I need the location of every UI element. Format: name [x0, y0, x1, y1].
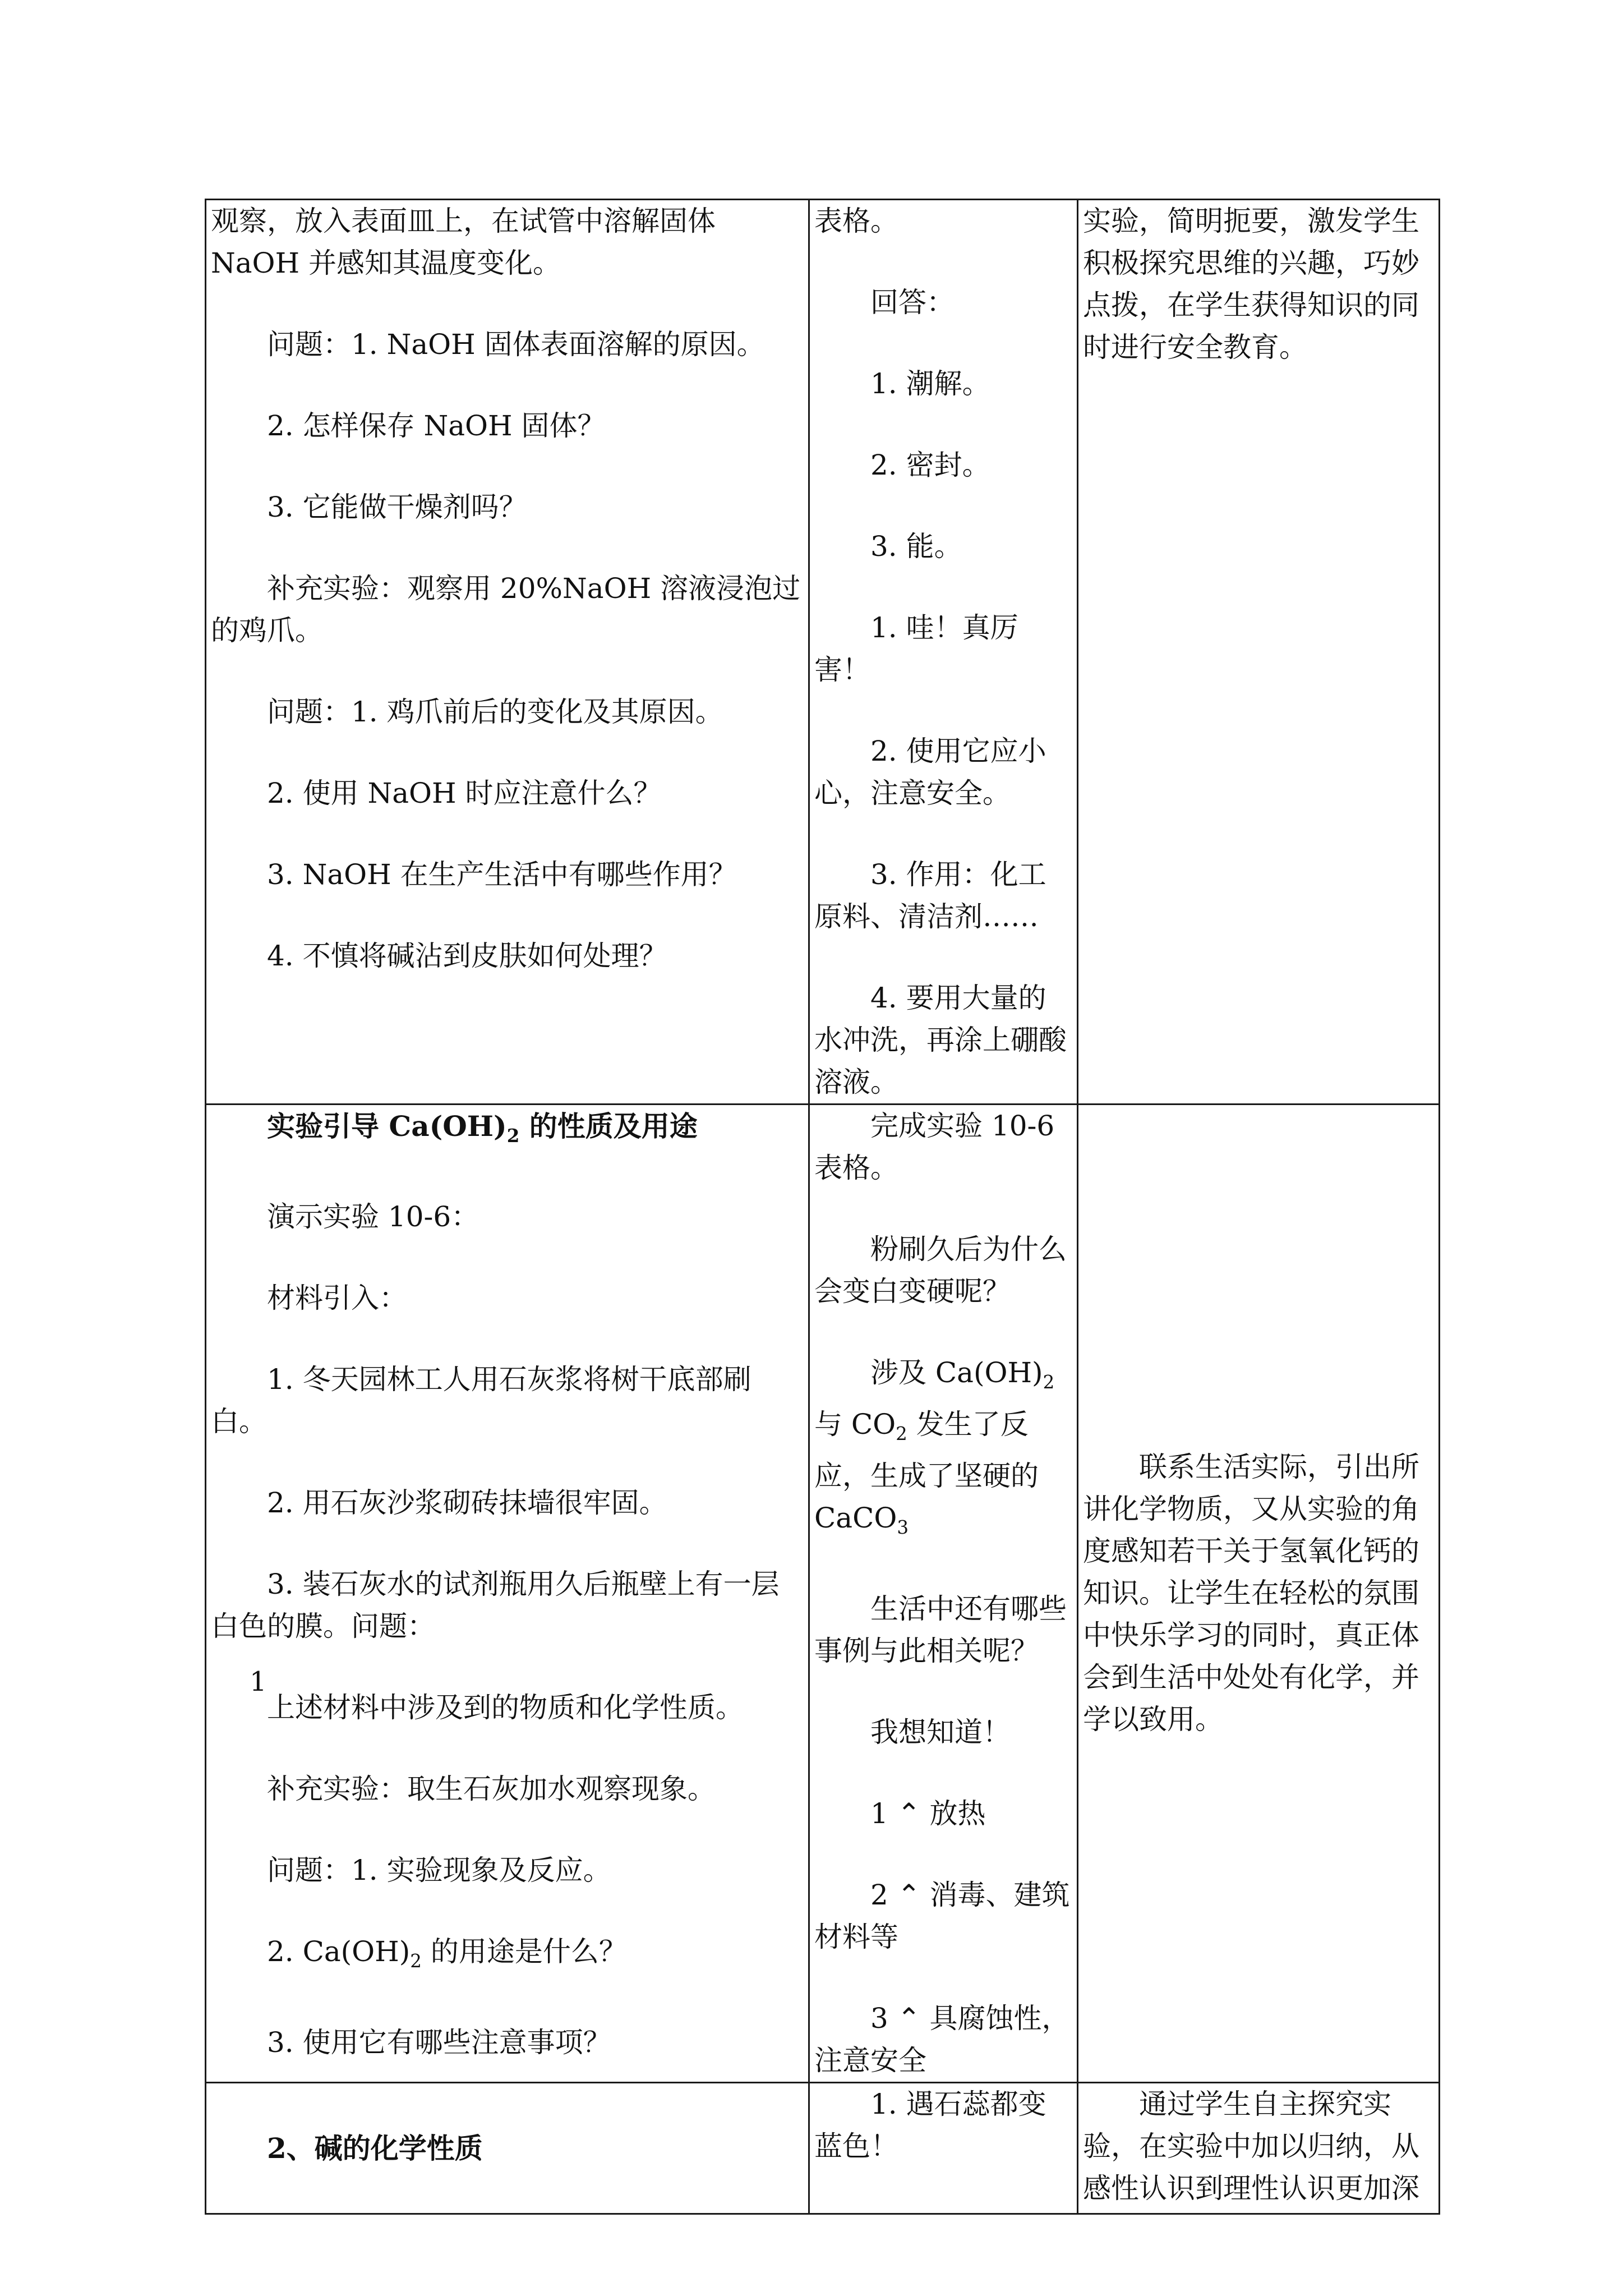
paragraph: 3. 作用：化工原料、清洁剂……	[814, 858, 1046, 933]
table-row	[206, 1105, 1440, 2083]
paragraph: 实验，简明扼要，激发学生积极探究思维的兴趣，巧妙点拨，在学生获得知识的同时进行安全教育。	[1083, 205, 1419, 364]
paragraph: 联系生活实际，引出所讲化学物质，又从实验的角度感知若干关于氢氧化钙的知识。让学生在轻松的氛围中快乐学习的同时，真正体会到生活中处处有化学，并学以致用。	[1083, 1451, 1419, 1736]
paragraph: 问题：1. 鸡爪前后的变化及其原因。	[267, 696, 723, 728]
paragraph: 2. 怎样保存 NaOH 固体？	[267, 409, 606, 442]
paragraph: 问题：1. NaOH 固体表面溶解的原因。	[267, 328, 765, 361]
paragraph: 通过学生自主探究实验，在实验中加以归纳，从感性认识到理性认识更加深	[1083, 2088, 1419, 2205]
paragraph: 回答：	[870, 286, 955, 319]
paragraph: 表格。	[814, 205, 898, 237]
teacher-activity-cell	[206, 200, 809, 1105]
paragraph: 1. 冬天园林工人用石灰浆将树干底部刷白。	[211, 1363, 751, 1438]
paragraph: 我想知道！	[870, 1716, 1011, 1749]
paragraph: 观察，放入表面皿上，在试管中溶解固体 NaOH 并感知其温度变化。	[211, 205, 716, 279]
table-row	[206, 200, 1440, 1105]
paragraph: 补充实验：取生石灰加水观察现象。	[267, 1773, 716, 1805]
student-activity-cell	[809, 1105, 1078, 2083]
paragraph: 3. 能。	[870, 530, 962, 563]
paragraph: 1. 哇！真厉害！	[814, 611, 1018, 686]
paragraph: 生活中还有哪些事例与此相关呢？	[814, 1593, 1067, 1667]
page-number: 1	[250, 1666, 267, 1697]
paragraph: 1 ⌃ 放热	[870, 1797, 986, 1830]
paragraph: 2 ⌃ 消毒、建筑材料等	[814, 1879, 1070, 1953]
paragraph: 2. 密封。	[870, 449, 990, 481]
design-intent-cell	[1078, 1105, 1440, 2083]
paragraph: 2. $Ca(OH)_2$ 的用途是什么？	[267, 1935, 627, 1972]
paragraph: 2. 使用 NaOH 时应注意什么？	[267, 777, 662, 809]
section-heading: 2、碱的化学性质	[267, 2132, 483, 2165]
paragraph: 补充实验：观察用 20%NaOH 溶液浸泡过的鸡爪。	[211, 572, 801, 647]
paragraph: 2. 用石灰沙浆砌砖抹墙很牢固。	[267, 1487, 667, 1519]
paragraph: 3. 使用它有哪些注意事项？	[267, 2026, 611, 2059]
paragraph: 4. 不慎将碱沾到皮肤如何处理？	[267, 940, 667, 972]
student-activity-cell	[809, 200, 1078, 1105]
student-activity-cell	[809, 2083, 1078, 2214]
paragraph: 1. 遇石蕊都变蓝色！	[814, 2088, 1046, 2162]
section-heading: 实验引导 $Ca(OH)_2$ 的性质及用途	[267, 1110, 698, 1147]
paragraph: 3. 它能做干燥剂吗？	[267, 491, 527, 523]
paragraph: 1. 潮解。	[870, 367, 990, 400]
table-row	[206, 2083, 1440, 2214]
paragraph: 问题：1. 实验现象及反应。	[267, 1854, 611, 1887]
paragraph: 3. 装石灰水的试剂瓶用久后瓶壁上有一层白色的膜。问题：	[211, 1568, 780, 1642]
paragraph: 3. NaOH 在生产生活中有哪些作用？	[267, 858, 737, 891]
design-intent-cell	[1078, 200, 1440, 1105]
paragraph: 材料引入：	[267, 1282, 407, 1314]
paragraph: 完成实验 10-6 表格。	[814, 1110, 1055, 1184]
teacher-activity-cell	[206, 2083, 809, 2214]
paragraph: 3 ⌃ 具腐蚀性，注意安全	[814, 2002, 1070, 2077]
teacher-activity-cell	[206, 1105, 809, 2083]
lesson-plan-table	[205, 199, 1440, 2215]
paragraph: 4. 要用大量的水冲洗，再涂上硼酸溶液。	[814, 982, 1067, 1098]
design-intent-cell	[1078, 2083, 1440, 2214]
paragraph: 演示实验 10-6：	[267, 1200, 479, 1233]
paragraph: 2. 使用它应小心，注意安全。	[814, 735, 1046, 809]
paragraph: 上述材料中涉及到的物质和化学性质。	[267, 1691, 744, 1724]
paragraph: 粉刷久后为什么会变白变硬呢？	[814, 1233, 1067, 1308]
paragraph: 涉及 $Ca(OH)_2$ 与 $CO_2$ 发生了反应，生成了坚硬的 CaCO$_3$	[814, 1356, 1055, 1538]
